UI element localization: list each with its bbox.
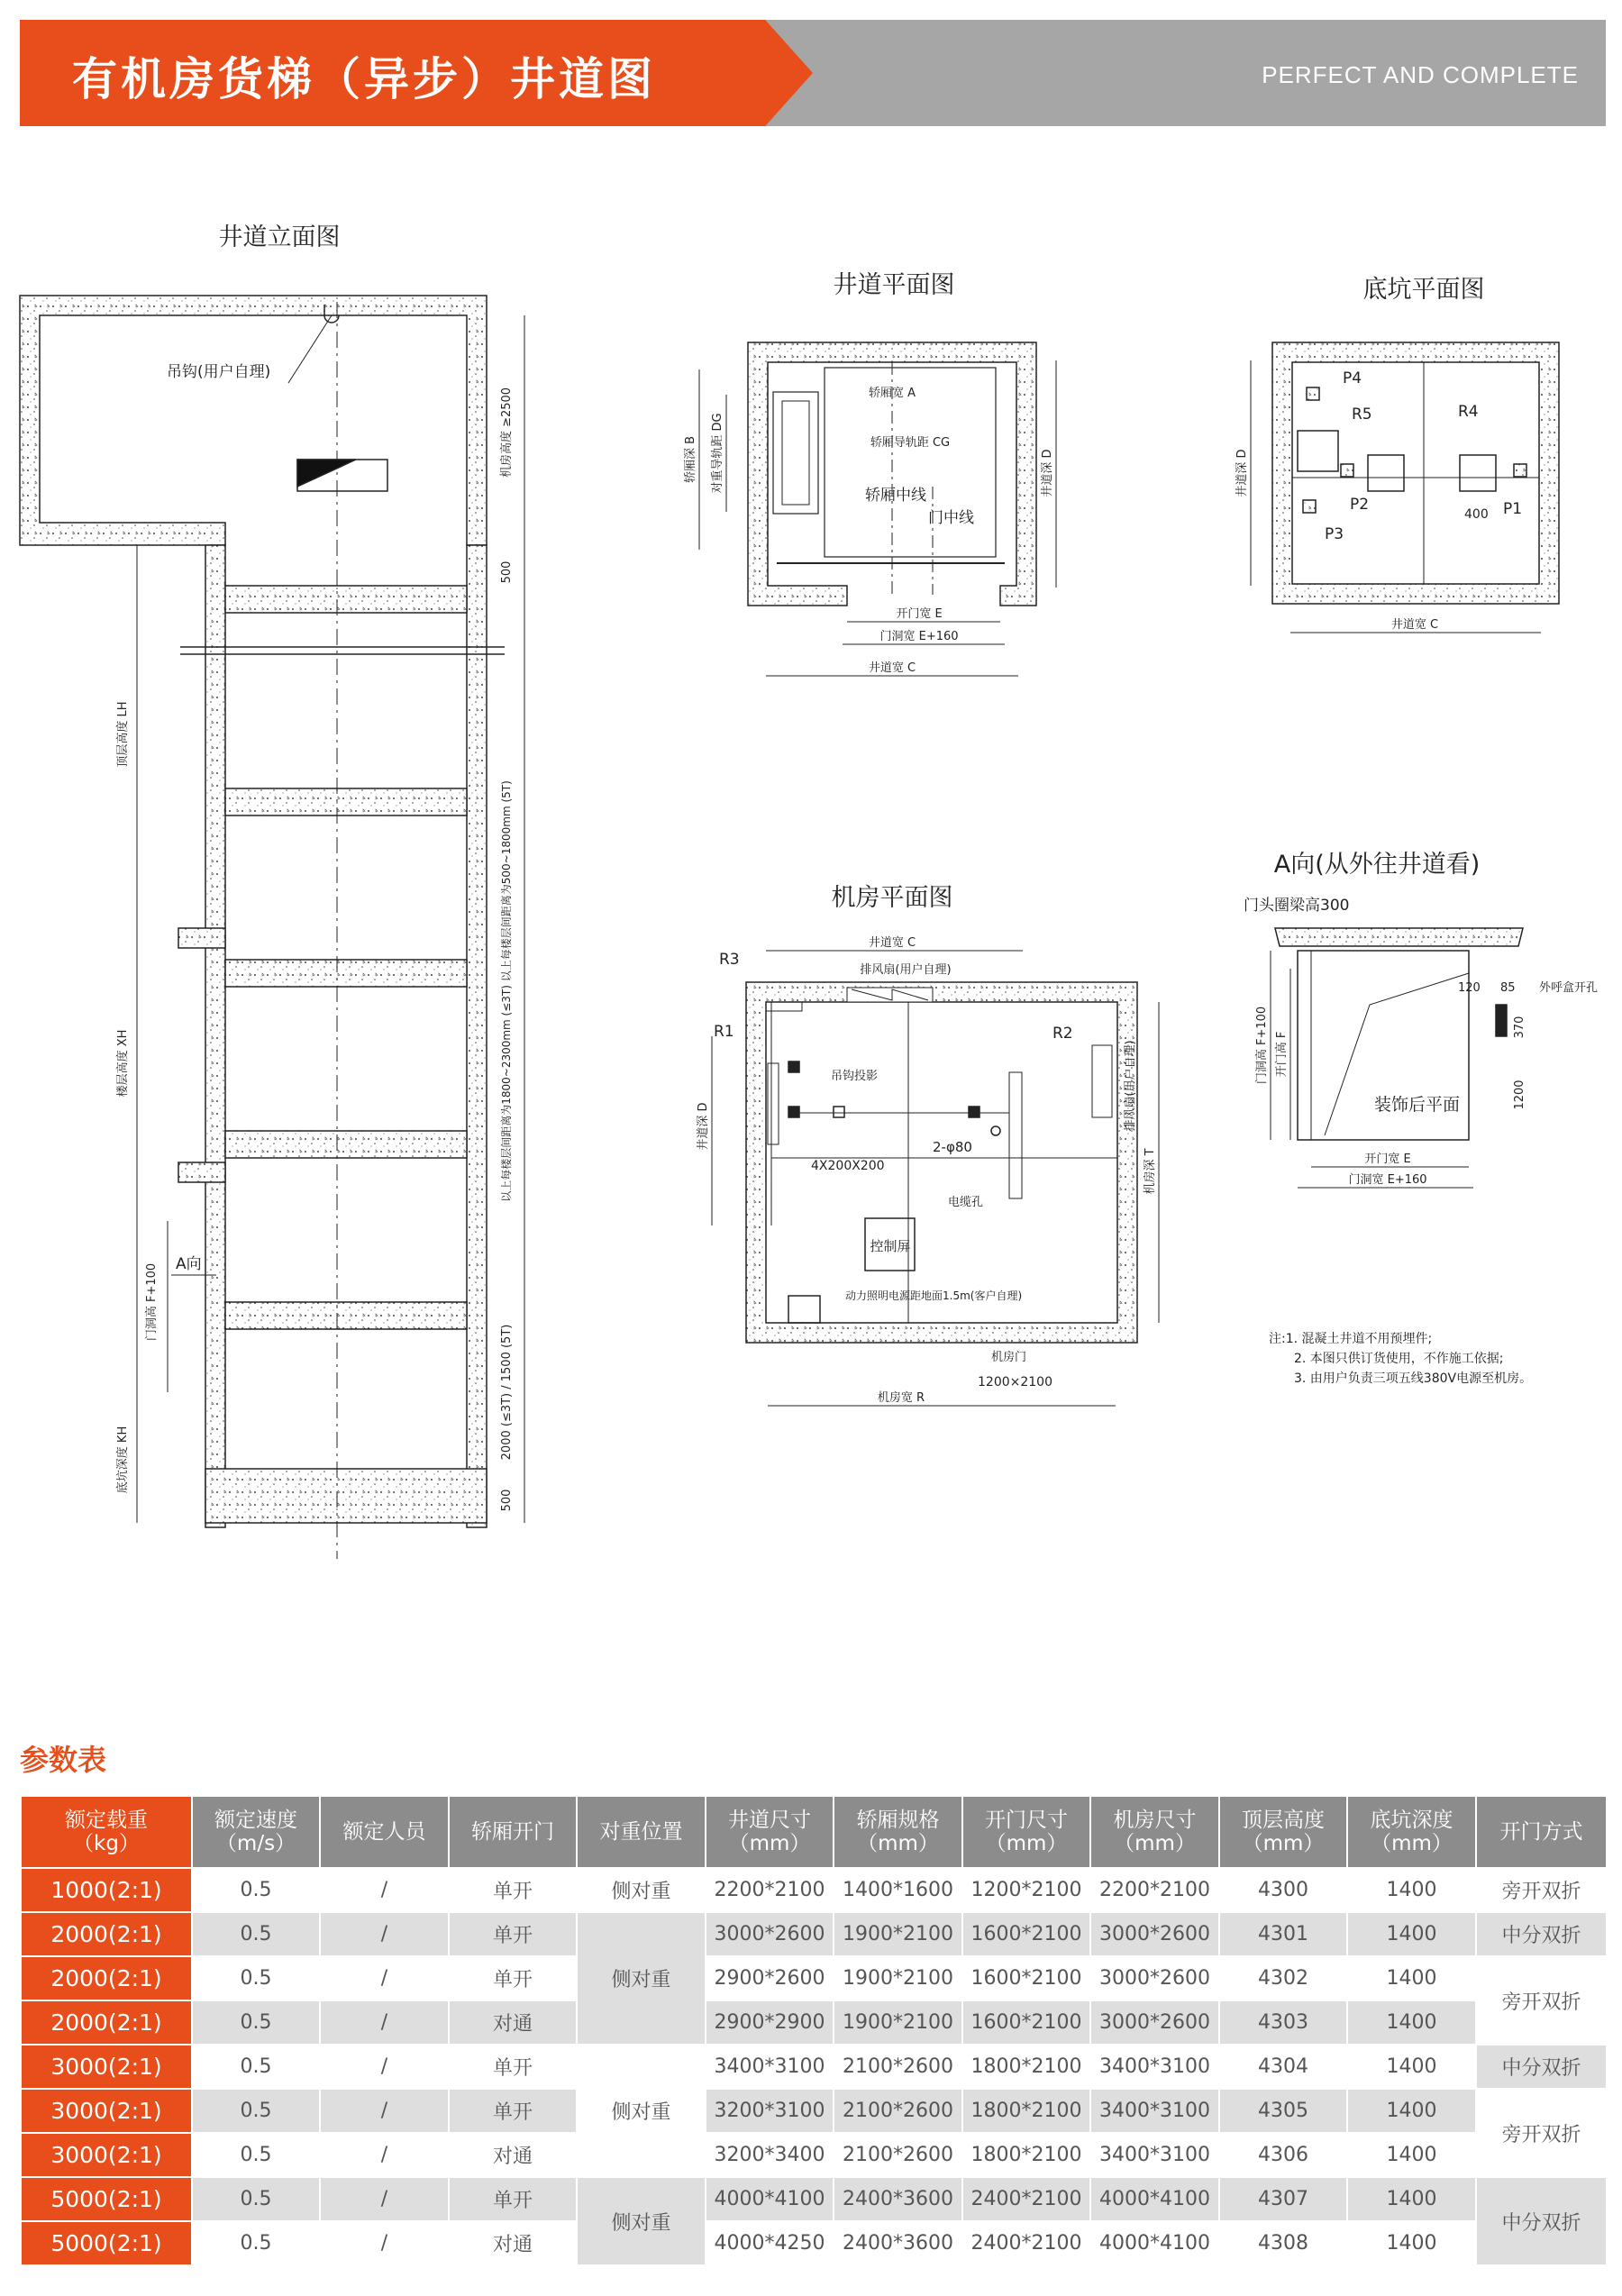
machine-room-door: 机房门 [991,1351,1027,1364]
a-view-drawing [1244,851,1598,1188]
pit-plan-p2: P2 [1350,496,1370,514]
a-view-dim-1200: 1200 [1513,1080,1526,1110]
header-door-size: 开门尺寸 （mm） [962,1796,1090,1868]
cell-car: 2400*3600 [834,2177,962,2221]
table-row [21,2177,1607,2221]
header-persons: 额定人员 [320,1796,449,1868]
a-view-door-height-f: 开门高 F [1275,1031,1289,1078]
shaft-plan-shaft-d: 井道深 D [1041,449,1054,497]
pit-plan-r4: R4 [1458,403,1479,421]
machine-room-door-size: 1200×2100 [978,1375,1052,1389]
cell-persons: / [320,1956,449,2000]
cell-shaft: 4000*4100 [706,2177,834,2221]
elevation-a-view-label: A向 [176,1255,202,1273]
pit-plan-drawing [1235,276,1559,633]
cell-room: 3000*2600 [1090,2000,1219,2045]
header-cw-position: 对重位置 [577,1796,706,1868]
table-row [21,1956,1607,2000]
cell-car: 2100*2600 [834,2045,962,2089]
cell-top: 4307 [1219,2177,1347,2221]
cell-room: 3400*3100 [1090,2133,1219,2177]
pit-plan-p3: P3 [1325,525,1344,543]
cell-cw: 侧对重 [577,1868,706,1912]
cell-load: 5000(2:1) [21,2177,192,2221]
machine-room-fan-side: 排风扇(用户自理) [1124,1040,1137,1132]
cell-load: 3000(2:1) [21,2133,192,2177]
pit-plan-dim-400: 400 [1464,507,1489,522]
cell-persons: / [320,2133,449,2177]
cell-open: 1600*2100 [962,1956,1090,2000]
shaft-plan-door-e160: 门洞宽 E+160 [879,630,959,643]
cell-persons: / [320,1912,449,1956]
cell-open-type: 旁开双折 [1476,2089,1607,2177]
drawing-notes [1269,1331,1532,1386]
header-load: 额定载重 （kg） [21,1796,192,1868]
table-row [21,2221,1607,2265]
a-view-dim-370: 370 [1513,1016,1526,1039]
shaft-plan-cw-dg: 对重导轨距 DG [711,413,724,494]
cell-open-type: 中分双折 [1476,2177,1607,2265]
machine-room-shaft-d: 井道深 D [697,1102,710,1151]
cell-top: 4308 [1219,2221,1347,2265]
cell-open: 1800*2100 [962,2133,1090,2177]
cell-shaft: 4000*4250 [706,2221,834,2265]
shaft-plan-door-center: 门中线 [928,509,974,527]
cell-shaft: 3000*2600 [706,1912,834,1956]
pit-plan-p4: P4 [1343,369,1362,387]
a-view-finish: 装饰后平面 [1374,1095,1461,1115]
table-row [21,2089,1607,2133]
shaft-plan-car-center: 轿厢中线 [865,487,926,505]
cell-room: 4000*4100 [1090,2177,1219,2221]
cell-load: 3000(2:1) [21,2089,192,2133]
elevation-hook-label: 吊钩(用户自理) [167,363,271,381]
header-shaft-size: 井道尺寸 （mm） [706,1796,834,1868]
shaft-plan-car-width: 轿厢宽 A [868,387,916,400]
cell-load: 1000(2:1) [21,1868,192,1912]
cell-open-type: 中分双折 [1476,2045,1607,2089]
pit-plan-pit-c: 井道宽 C [1390,618,1439,632]
cell-shaft: 2900*2900 [706,2000,834,2045]
pit-plan-pit-d: 井道深 D [1235,449,1249,497]
cell-persons: / [320,2045,449,2089]
cell-door: 单开 [449,2045,577,2089]
cell-room: 3400*3100 [1090,2089,1219,2133]
params-header-row [21,1796,1607,1868]
elevation-title: 井道立面图 [218,223,341,251]
cell-car: 1900*2100 [834,1912,962,1956]
cell-shaft: 2900*2600 [706,1956,834,2000]
cell-open: 2400*2100 [962,2177,1090,2221]
cell-speed: 0.5 [192,2133,320,2177]
elevation-dim-top-height: 顶层高度 LH [116,701,130,768]
cell-cw: 侧对重 [577,2045,706,2177]
cell-door: 单开 [449,2177,577,2221]
cell-speed: 0.5 [192,2221,320,2265]
cell-top: 4301 [1219,1912,1347,1956]
cell-room: 3000*2600 [1090,1912,1219,1956]
params-table [20,1795,1608,2266]
machine-room-control: 控制屏 [870,1238,911,1254]
machine-room-drawing [696,884,1159,1406]
cell-door: 单开 [449,1912,577,1956]
elevation-note-long: 以上每楼层间距离为1800~2300mm (≤3T) 以上每楼层间距离为500~1800mm (5T) [500,780,513,1202]
machine-room-shaft-c: 井道宽 C [868,936,916,950]
cell-persons: / [320,2221,449,2265]
cell-pit: 1400 [1347,1868,1476,1912]
cell-car: 1400*1600 [834,1868,962,1912]
machine-room-room-t: 机房深 T [1144,1148,1157,1195]
cell-persons: / [320,1868,449,1912]
cell-door: 单开 [449,1868,577,1912]
cell-shaft: 3200*3400 [706,2133,834,2177]
cell-load: 5000(2:1) [21,2221,192,2265]
cell-car: 1900*2100 [834,1956,962,2000]
table-row [21,2133,1607,2177]
cell-room: 3400*3100 [1090,2045,1219,2089]
cell-speed: 0.5 [192,2089,320,2133]
elevation-dim-door-height: 门洞高 F+100 [145,1262,159,1342]
cell-speed: 0.5 [192,2000,320,2045]
a-view-beam: 门头圈梁高300 [1244,897,1350,915]
machine-room-cable: 电缆孔 [948,1196,984,1209]
cell-car: 2100*2600 [834,2089,962,2133]
cell-top: 4306 [1219,2133,1347,2177]
cell-load: 2000(2:1) [21,2000,192,2045]
cell-speed: 0.5 [192,1868,320,1912]
shaft-plan-guide-cg: 轿厢导轨距 CG [870,436,951,450]
cell-top: 4305 [1219,2089,1347,2133]
pit-plan-p1: P1 [1503,500,1523,518]
table-row [21,2000,1607,2045]
cell-top: 4303 [1219,2000,1347,2045]
shaft-plan-drawing [684,271,1056,676]
cell-pit: 1400 [1347,2000,1476,2045]
table-row [21,1868,1607,1912]
cell-persons: / [320,2177,449,2221]
shaft-plan-title: 井道平面图 [833,271,955,299]
cell-door: 单开 [449,2089,577,2133]
page-title: 有机房货梯（异步）井道图 [72,53,656,105]
cell-top: 4300 [1219,1868,1347,1912]
cell-persons: / [320,2000,449,2045]
cell-open: 1800*2100 [962,2045,1090,2089]
header-pit-depth: 底坑深度 （mm） [1347,1796,1476,1868]
cell-cw: 侧对重 [577,1912,706,2045]
cell-open-type: 中分双折 [1476,1912,1607,1956]
cell-cw: 侧对重 [577,2177,706,2265]
machine-room-fan: 排风扇(用户自理) [860,963,952,977]
cell-shaft: 2200*2100 [706,1868,834,1912]
cell-pit: 1400 [1347,2221,1476,2265]
cell-pit: 1400 [1347,1912,1476,1956]
cell-room: 3000*2600 [1090,1956,1219,2000]
page-header [0,0,1622,135]
machine-room-title: 机房平面图 [831,884,953,912]
cell-shaft: 3200*3100 [706,2089,834,2133]
cell-open: 1600*2100 [962,2000,1090,2045]
elevation-dim-500-bottom: 500 [500,1489,514,1512]
machine-room-room-r: 机房宽 R [877,1391,925,1405]
a-view-door-e160: 门洞宽 E+160 [1348,1173,1427,1187]
elevation-dim-pit-depth: 底坑深度 KH [116,1426,130,1494]
cell-room: 4000*4100 [1090,2221,1219,2265]
machine-room-r1: R1 [714,1023,734,1041]
note-3: 3. 由用户负责三项五线380V电源至机房。 [1294,1371,1533,1386]
machine-room-phi80: 2-φ80 [933,1139,972,1155]
note-1: 注:1. 混凝土井道不用预埋件; [1269,1332,1433,1346]
pit-plan-r5: R5 [1352,405,1372,424]
elevation-dim-room-height: 机房高度 ≥2500 [500,387,514,478]
shaft-plan-door-e: 开门宽 E [896,607,943,621]
cell-door: 单开 [449,1956,577,2000]
cell-pit: 1400 [1347,2089,1476,2133]
cell-door: 对通 [449,2000,577,2045]
a-view-dim-120: 120 [1458,981,1481,995]
header-tagline: PERFECT AND COMPLETE [1262,61,1579,88]
elevation-dim-500-top: 500 [500,560,514,584]
cell-speed: 0.5 [192,2045,320,2089]
shaft-plan-car-b: 轿厢深 B [684,435,697,484]
drawings-canvas [0,135,1622,1721]
cell-speed: 0.5 [192,1912,320,1956]
a-view-title: A向(从外往井道看) [1273,851,1481,879]
cell-car: 1900*2100 [834,2000,962,2045]
cell-load: 2000(2:1) [21,1912,192,1956]
cell-shaft: 3400*3100 [706,2045,834,2089]
cell-room: 2200*2100 [1090,1868,1219,1912]
a-view-door-height-f100: 门洞高 F+100 [1255,1006,1269,1085]
machine-room-r3: R3 [719,951,740,969]
header-room-size: 机房尺寸 （mm） [1090,1796,1219,1868]
machine-room-power: 动力照明电源距地面1.5m(客户自理) [845,1289,1023,1302]
header-open-type: 开门方式 [1476,1796,1607,1868]
note-2: 2. 本图只供订货使用，不作施工依据; [1294,1352,1504,1366]
header-car-door: 轿厢开门 [449,1796,577,1868]
pit-plan-title: 底坑平面图 [1362,276,1485,304]
cell-door: 对通 [449,2133,577,2177]
cell-open: 1800*2100 [962,2089,1090,2133]
shaft-plan-shaft-c: 井道宽 C [868,661,916,675]
cell-load: 2000(2:1) [21,1956,192,2000]
cell-door: 对通 [449,2221,577,2265]
cell-pit: 1400 [1347,2177,1476,2221]
cell-top: 4304 [1219,2045,1347,2089]
header-car-size: 轿厢规格 （mm） [834,1796,962,1868]
cell-car: 2400*3600 [834,2221,962,2265]
cell-open: 1600*2100 [962,1912,1090,1956]
params-title: 参数表 [20,1743,107,1777]
a-view-call-box: 外呼盒开孔 [1539,981,1599,995]
cell-pit: 1400 [1347,1956,1476,2000]
cell-load: 3000(2:1) [21,2045,192,2089]
machine-room-r2: R2 [1052,1025,1073,1043]
cell-open-type: 旁开双折 [1476,1956,1607,2045]
cell-pit: 1400 [1347,2133,1476,2177]
elevation-dim-pit-note: 2000 (≤3T) / 1500 (5T) [500,1324,514,1461]
cell-open-type: 旁开双折 [1476,1868,1607,1912]
elevation-dim-floor-height: 楼层高度 XH [116,1029,130,1098]
cell-persons: / [320,2089,449,2133]
header-speed: 额定速度 （m/s） [192,1796,320,1868]
cell-open: 2400*2100 [962,2221,1090,2265]
table-row [21,2045,1607,2089]
cell-speed: 0.5 [192,2177,320,2221]
cell-top: 4302 [1219,1956,1347,2000]
cell-car: 2100*2600 [834,2133,962,2177]
machine-room-hole: 4X200X200 [811,1159,885,1173]
header-top-height: 顶层高度 （mm） [1219,1796,1347,1868]
cell-open: 1200*2100 [962,1868,1090,1912]
cell-pit: 1400 [1347,2045,1476,2089]
cell-speed: 0.5 [192,1956,320,2000]
table-row [21,1912,1607,1956]
machine-room-hook-proj: 吊钩投影 [831,1070,879,1083]
a-view-dim-85: 85 [1500,981,1516,995]
a-view-door-e: 开门宽 E [1364,1153,1411,1166]
elevation-drawing [20,223,524,1559]
